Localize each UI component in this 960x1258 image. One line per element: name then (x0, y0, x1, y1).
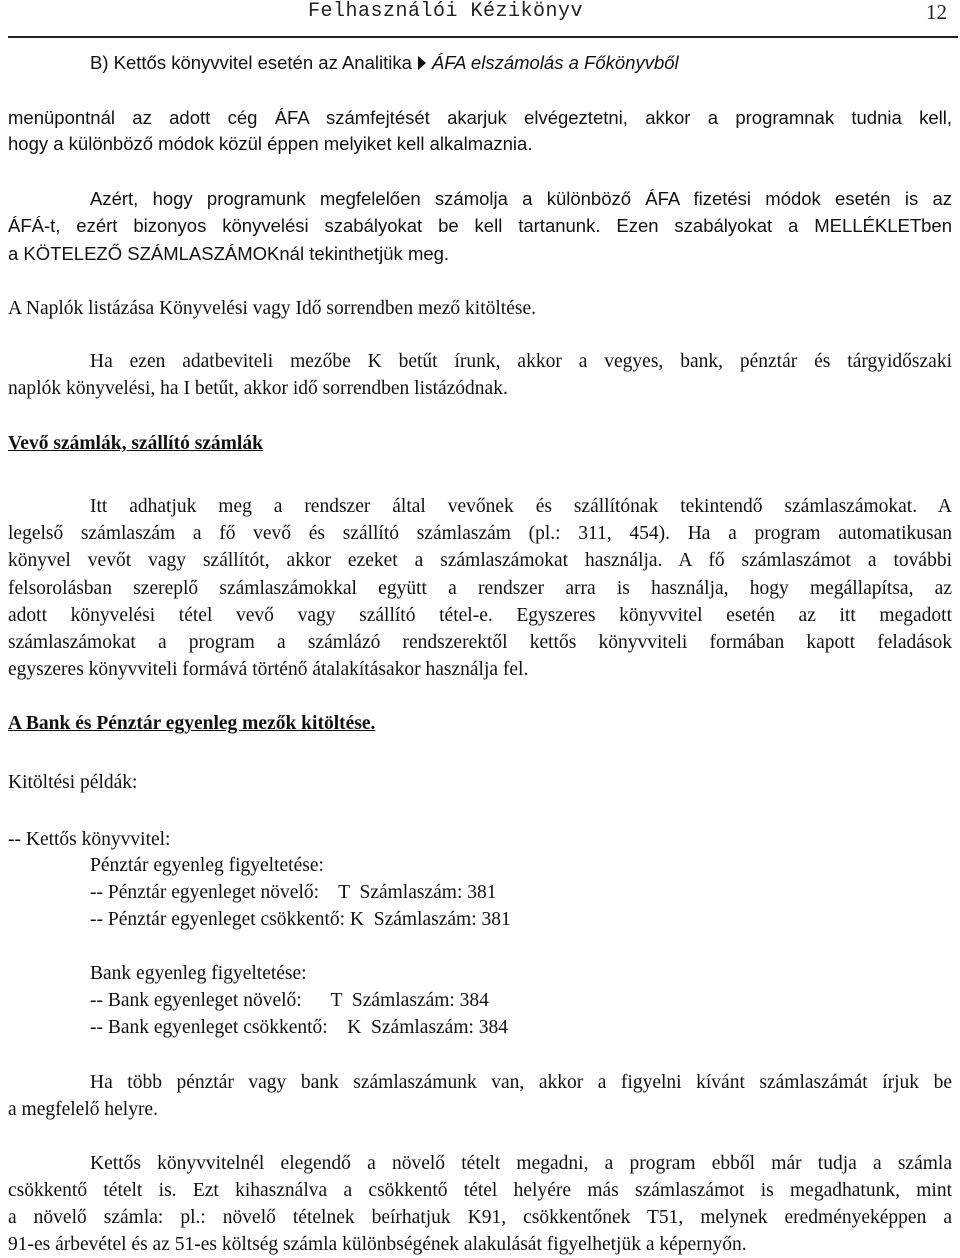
paragraph-line: naplók könyvelési, ha I betűt, akkor idő sorrendben listázódnak. (8, 378, 508, 399)
paragraph-line: -- Kettős könyvvitel: (8, 829, 171, 850)
paragraph-line: A Naplók listázása Könyvelési vagy Idő sorrendben mező kitöltése. (8, 298, 536, 319)
paragraph-line: egyszeres könyvviteli formává történő átalakításakor használja fel. (8, 659, 529, 680)
section-heading: A Bank és Pénztár egyenleg mezők kitöltése. (8, 713, 376, 734)
paragraph-line: ÁFÁ-t, ezért bizonyos könyvelési szabályokat be kell tartanunk. Ezen szabályokat a MELLÉKLETben (8, 215, 952, 236)
paragraph-line: adott könyvelési tétel vevő vagy szállító tétel-e. Egyszeres könyvvitel esetén az itt megadott (8, 605, 952, 626)
paragraph-line: 91-es árbevétel és az 51-es költség számla különbségének alakulását figyelhetjük a képernyőn. (8, 1234, 747, 1255)
paragraph-line: -- Pénztár egyenleget csökkentő: K Számlaszám: 381 (90, 909, 511, 930)
paragraph-line: Bank egyenleg figyeltetése: (90, 963, 307, 984)
page-number: 12 (926, 0, 947, 24)
paragraph-line: Azért, hogy programunk megfelelően számolja a különböző ÁFA fizetési módok esetén is az (90, 188, 952, 209)
paragraph-line: számlaszámokat a program a számlázó rendszerektől kettős könyvviteli formában kapott feladások (8, 632, 952, 653)
section-heading: Vevő számlák, szállító számlák (8, 433, 263, 454)
menu-path-analitika: Analitika (341, 52, 412, 73)
paragraph-line: a KÖTELEZŐ SZÁMLASZÁMOKnál tekinthetjük meg. (8, 243, 450, 264)
paragraph-line: hogy a különböző módok közül éppen melyiket kell alkalmaznia. (8, 133, 533, 154)
paragraph-line: Itt adhatjuk meg a rendszer által vevőnek és szállítónak tekintendő számlaszámokat. A (90, 496, 952, 517)
paragraph-line: Ha több pénztár vagy bank számlaszámunk van, akkor a figyelni kívánt számlaszámát írjuk be (90, 1072, 952, 1093)
paragraph-line: legelső számlaszám a fő vevő és szállító számlaszám (pl.: 311, 454). Ha a program automatikusan (8, 523, 952, 544)
paragraph-line: -- Pénztár egyenleget növelő: T Számlaszám: 381 (90, 882, 497, 903)
header-divider (8, 36, 958, 38)
paragraph-line: felsorolásban szereplő számlaszámokkal együtt a rendszer arra is használja, hogy megállapítsa, az (8, 578, 952, 599)
paragraph-line: -- Bank egyenleget csökkentő: K Számlaszám: 384 (90, 1017, 509, 1038)
paragraph-line: Ha ezen adatbeviteli mezőbe K betűt írunk, akkor a vegyes, bank, pénztár és tárgyidőszaki (90, 351, 952, 372)
paragraph-line: Pénztár egyenleg figyeltetése: (90, 855, 324, 876)
paragraph-line: -- Bank egyenleget növelő: T Számlaszám: 384 (90, 990, 489, 1011)
menu-path-prefix: B) Kettős könyvvitel esetén az (90, 52, 342, 73)
paragraph-line: a növelő számla: pl.: növelő tételnek beírhatjuk K91, csökkentőnek T51, melynek eredményeképpen a (8, 1207, 952, 1228)
menu-path-item: ÁFA elszámolás a Főkönyvből (431, 52, 679, 73)
menu-path-line (90, 50, 679, 76)
document-title: Felhasználói Kézikönyv (308, 0, 584, 23)
paragraph-line: Kettős könyvvitelnél elegendő a növelő tételt megadni, a program ebből már tudja a számla (90, 1153, 952, 1174)
paragraph-line: Kitöltési példák: (8, 772, 138, 793)
arrow-right-icon (418, 56, 426, 70)
paragraph-line: a megfelelő helyre. (8, 1099, 158, 1120)
paragraph-line: könyvel vevőt vagy szállítót, akkor ezeket a számlaszámokat használja. A fő számlaszámot a további (8, 550, 952, 571)
paragraph-line: menüpontnál az adott cég ÁFA számfejtését akarjuk elvégeztetni, akkor a programnak tudnia kell, (8, 107, 952, 128)
paragraph-line: csökkentő tételt is. Ezt kihasználva a csökkentő tétel helyére más számlaszámot is megadhatunk, mint (8, 1180, 952, 1201)
